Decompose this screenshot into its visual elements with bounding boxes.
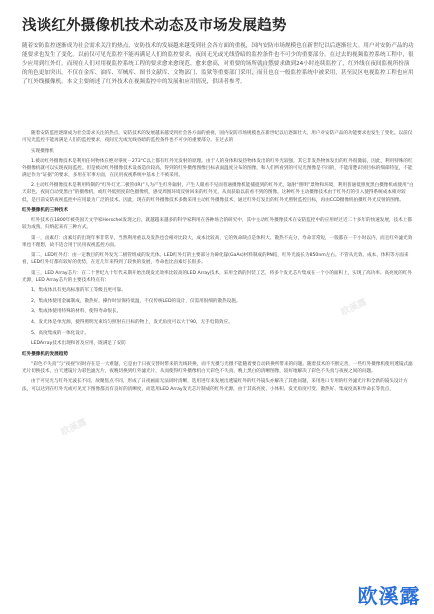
logo-text: 欧溪露	[357, 583, 421, 608]
list-item: 4、发光体是单光源，使得照明光束均匀照射在目标的物上，发光角度可以大于90，无手电筒效应。	[31, 320, 233, 326]
body-paragraph: “彩色不失真”与“夜视”同时存在是一大难题，它是由于日夜交替时带来的光线转换，而不光摄与光摄不能随着要自动转换所带来的问题。随着技术的不断完善，一些红外摄像机使用透镜式滤光片切换技术，白天透镜片为彩色滤光片，夜晚切换到红外滤光片，从而使得红外摄像机白天彩色不失真，晚上黑白的清晰图像，较好地解决了彩色不失真与夜视之间的问题。	[22, 361, 413, 375]
list-item: 1、集成体具有更高标准的军工等级且更可靠。	[31, 288, 126, 294]
body-paragraph: 2.主动红外摄像技术是利用特制的“红外灯光二极管(IR)”人为产生红外辐射，产生人眼看不见而普通摄像机能捕捉到的红外光，辐射“照明”景物和环境，利用普通低照度黑白摄像机或使用“白天彩色，夜间自动变黑白”的摄像机，或红外低照度彩色摄像机，感受周围环境反射回来的红外光，从而获取以前看不到的图像。这种红外主动摄像技术由于红外灯的引入使得系统成本相对较低，是目前安防夜视监控中应用最为广泛的技术。因此，现在的红外摄像技术多数采用主动红外摄像技术，通过红外灯发出的红外光照射监控目标，再由CCD摄像机拍摄红外光反射的图像。	[22, 183, 414, 203]
body-paragraph: 1.被动红外摄像技术是利用任何物体在绝对零度－273°C以上都有红外光发射的原理。由于人的身体和发热物体发出的红外光较强，其它非发热物体发出的红外很微弱，因此，利用特殊的红外摄像机就可以实现夜间监控。但是被动红外摄像技术设备造价较高，得到的红外摄像图像目标表面温度分布的图像，和人们所看到的可见光图像是不同的，不能清楚识别目标的细部特征，不能满足作为“证据”的要求，多用在军事方面，在民用夜视系统中基本上不被采用。	[22, 158, 413, 178]
list-item: 3、集成体使用特殊的材料，使得寿命很长。	[31, 309, 122, 315]
list-item: 5、高度集成的一体化设计。	[31, 330, 90, 336]
body-paragraph: 第二，LED红外灯：由一定数目的红外发光二极管组成的发光体。LED红外灯的主要部分为砷化镓(GaAs)材料制成的PN结，红外光波长为850nm左右。不管从光效、成本、体积等方面来看，LED红外灯都有较好的优势，在近几年来得到了较快的发展，寿命也比卤素灯长很多。	[22, 253, 409, 266]
list-item: 2、集成体使用金属制成，散热好，操作时显保持低温，不仅传统LED的设计，仅需用很细的散热设施。	[31, 298, 241, 304]
subsection-heading: 实现摄像机	[31, 148, 54, 154]
watermark: 欧溪露	[249, 57, 279, 79]
body-paragraph: 第三，LED Array芯片：在二十世纪九十年代末期开始出现发光效率比较高的LED Array技术，采用全新的封装工艺，将多个发光芯片集成在一个小的面积上，实现了高功率、高亮度的红外光源，LED Array芯片的主要技术特点有：	[22, 270, 413, 283]
article-body	[22, 130, 414, 396]
watermark: 欧溪露	[339, 297, 369, 319]
section-heading: 红外摄像机的发展趋势	[22, 351, 68, 357]
body-paragraph: 随着安防监控逐渐成为社会需求关注的热点，安防技术的发展越来越受到社会各方面的重视，国内安防市场规模也在新世纪以后逐渐壮大。用户对安防产品的功能要求也发生了变化。以前仅可见光监控不能再满足人们的监控要求，夜间无光或光线昏暗的监控条件也不可少的重要部分。在过去的	[22, 131, 413, 144]
body-paragraph: 由于可见光与红外光波长不同，故聚焦点不同，形成了日夜画面无法同时清晰，选用进年来发展出透镜红外的红外镜头亦解决了其他问题，采用进口专用的红外滤光片和全新的镜头设计方法，可以达到在红外光或可见光下图像都具有良好的清晰度，而选用LED Array发光芯片制成的红外光源，由于其高亮度、小体积、发光角度可变、散热好、集成度高和寿命长等优点，	[22, 379, 408, 392]
body-paragraph: 红外技术在1800年被英国天文学家Herschel发现之后，就越越来越多的科学家利用在各种场合的研究中，其中主动红外摄像技术在安防监控中的应用经过近二十多年的快速发展，技术上都较为成熟，归纳起来有三种方式。	[22, 218, 412, 231]
section-heading: 红外摄像机的三种技术	[22, 207, 68, 213]
intro-paragraph: 随着安防监控逐渐成为社会需求关注的热点，安防技术的发展越来越受到社会各方面的重视，国内安防市场规模也在新世纪以后逐渐壮大。用户对安防产品的功能要求也发生了变化。以前仅可见光监控不能再满足人们的监控要求，夜间无光或光线昏暗的监控条件也不可少的重要部分。在过去的视频监控系统工程中，很少应用到红外灯，而现在人们对用视监控系统工程的要求愈来愈现范、愈来愈高，对重要的场所就自然要求做到24小时连续监控了，红外线在夜间监视所扮演的角色更加突出，不仅在金库、油库、军械库、图书文献库、文物部门、监狱等重要部门采用，而且也在一般监控系统中被采用，甚至民区电视监控工程也应用了红外线摄像机。本文主要阐述了红外技术在视频监控中的发展和应用情况，供读者参考。	[22, 43, 414, 86]
watermark: 欧溪露	[59, 417, 89, 439]
brand-logo	[350, 580, 428, 608]
body-paragraph: 第一，卤素灯：卤素灯的出现年事非常早，当然利用重以及发热也会相对比较大，成本比较高，它的致命缺点是体积大、散热不充分，寿命非常短，一般都在一千小时以内，而且红外滤光效果也不理想，故不适合用于民用夜视监控方面。	[22, 235, 413, 248]
page-title: 浅谈红外摄像机技术动态及市场发展趋势	[22, 18, 287, 34]
body-paragraph: LEDArray技术出现和普及应用，既满足了安防	[31, 341, 126, 347]
